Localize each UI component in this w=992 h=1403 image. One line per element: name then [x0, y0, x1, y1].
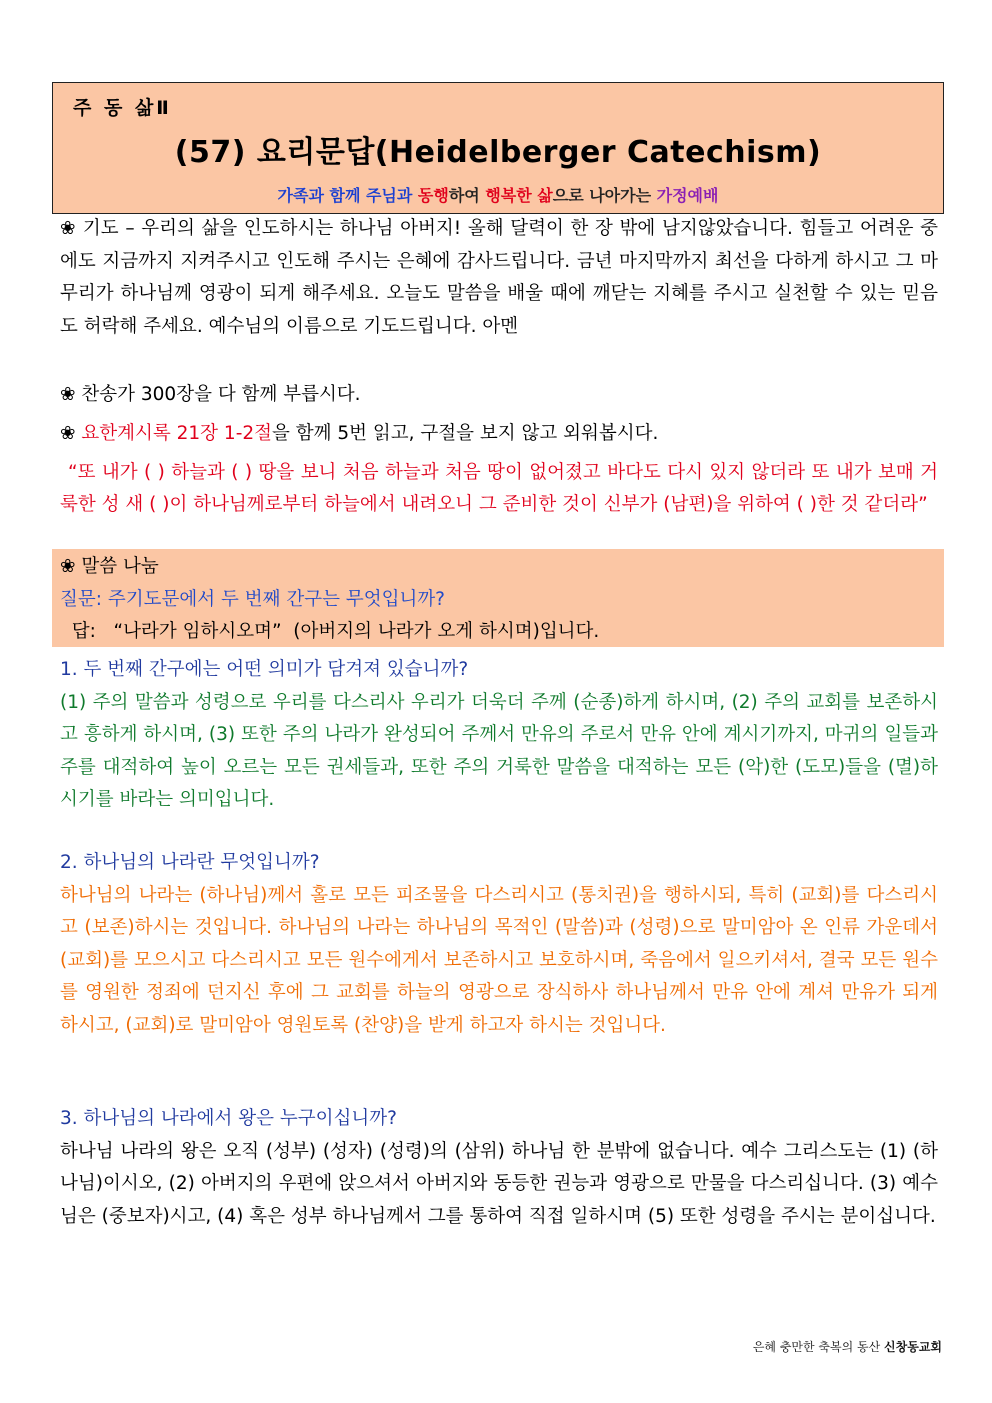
subtitle-part: 동행: [417, 186, 449, 205]
subtitle: [53, 183, 943, 206]
question-3: 3. 하나님의 나라에서 왕은 누구이십니까?: [60, 1108, 397, 1129]
question-1: 1. 두 번째 간구에는 어떤 의미가 담겨져 있습니까?: [60, 659, 469, 680]
question-2: 2. 하나님의 나라란 무엇입니까?: [60, 852, 320, 873]
qa-1: [60, 654, 938, 817]
prayer-section: [60, 213, 938, 343]
subtitle-part: 가족과 함께: [277, 186, 366, 205]
share-answer: 답: “나라가 임하시오며” (아버지의 나라가 오게 하시며)입니다.: [60, 621, 600, 642]
hymn-body: 찬송가 300장을 다 함께 부릅시다.: [75, 384, 361, 405]
subtitle-part: 행복한 삶: [485, 186, 553, 205]
flower-icon: ❀: [60, 384, 76, 405]
qa-2: [60, 847, 938, 1042]
header-banner: [52, 82, 944, 214]
church-name: 신창동교회: [884, 1340, 942, 1354]
reading-section: [60, 418, 938, 522]
flower-icon: ❀: [60, 218, 77, 239]
reading-rest: 을 함께 5번 읽고, 구절을 보지 않고 외워봅시다.: [272, 423, 659, 444]
qa-3: [60, 1103, 938, 1233]
subtitle-part: 가정예배: [656, 186, 719, 205]
page-title: (57) 요리문답(Heidelberger Catechism): [174, 135, 822, 170]
footer-text: 은혜 충만한 축복의 동산: [752, 1340, 885, 1354]
hymn-text: [60, 379, 938, 412]
prayer-text: [60, 213, 938, 343]
flower-icon: ❀: [60, 423, 76, 444]
subtitle-part: 하여: [448, 186, 486, 205]
share-title-text: 말씀 나눔: [75, 556, 159, 577]
series-label: 주 동 삶Ⅱ: [73, 97, 172, 119]
answer-2: 하나님의 나라는 (하나님)께서 홀로 모든 피조물을 다스리시고 (통치권)을 행하시되, 특히 (교회)를 다스리시고 (보존)하시는 것입니다. 하나님의 나라는 하나님의 목적인 (말씀)과 (성령)으로 말미암아 온 인류 가운데서 (교회)를 모으시고 다스리시고 모든 원수에게서 보존하시고 보호하시며, 죽음에서 일으키셔서, 결국 모든 원수를 영원한 정죄에 던지신 후에 그 교회를 하늘의 영광으로 장식하사 하나님께서 만유 안에 계셔 만유가 되게 하시고, (교회)로 말미암아 영원토록 (찬양)을 받게 하고자 하시는 것입니다.: [60, 884, 938, 1036]
reading-instruction: [60, 418, 938, 451]
subtitle-part: 주님과: [365, 186, 418, 205]
flower-icon: ❀: [60, 556, 76, 577]
share-question: 질문: 주기도문에서 두 번째 간구는 무엇입니까?: [60, 588, 446, 610]
hymn-section: [60, 379, 938, 412]
share-section: [60, 551, 938, 649]
answer-3: 하나님 나라의 왕은 오직 (성부) (성자) (성령)의 (삼위) 하나님 한 분밖에 없습니다. 예수 그리스도는 (1) (하나님)이시오, (2) 아버지의 우편에 앉으셔서 아버지와 동등한 권능과 영광으로 만물을 다스리십니다. (3) 예수님은 (중보자)시고, (4) 혹은 성부 하나님께서 그를 통하여 직접 일하시며 (5) 또한 성령을 주시는 분이십니다.: [60, 1140, 938, 1227]
memory-verse: “또 내가 ( ) 하늘과 ( ) 땅을 보니 처음 하늘과 처음 땅이 없어졌고 바다도 다시 있지 않더라 또 내가 보매 거룩한 성 새 ( )이 하나님께로부터 하늘에서 내려오니 그 준비한 것이 신부가 (남편)을 위하여 ( )한 것 같더라”: [60, 461, 938, 515]
scripture-reference: 요한계시록 21장 1-2절: [75, 423, 273, 444]
answer-1: (1) 주의 말씀과 성령으로 우리를 다스리사 우리가 더욱더 주께 (순종)하게 하시며, (2) 주의 교회를 보존하시고 흥하게 하시며, (3) 또한 주의 나라가 완성되어 주께서 만유의 주로서 만유 안에 계시기까지, 마귀의 일들과 주를 대적하여 높이 오르는 모든 권세들과, 또한 주의 거룩한 말씀을 대적하는 모든 (악)한 (도모)들을 (멸)하시기를 바라는 의미입니다.: [60, 691, 938, 810]
prayer-body: 기도 – 우리의 삶을 인도하시는 하나님 아버지! 올해 달력이 한 장 밖에 남지않았습니다. 힘들고 어려운 중에도 지금까지 지켜주시고 인도해 주시는 은혜에 감사드립니다. 금년 마지막까지 최선을 다하게 하시고 그 마무리가 하나님께 영광이 되게 해주세요. 오늘도 말씀을 배울 때에 깨닫는 지혜를 주시고 실천할 수 있는 믿음도 허락해 주세요. 예수님의 이름으로 기도드립니다. 아멘: [60, 218, 939, 337]
footer: [753, 1338, 942, 1355]
subtitle-part: 으로 나아가는: [552, 186, 657, 205]
share-title: [60, 551, 938, 584]
